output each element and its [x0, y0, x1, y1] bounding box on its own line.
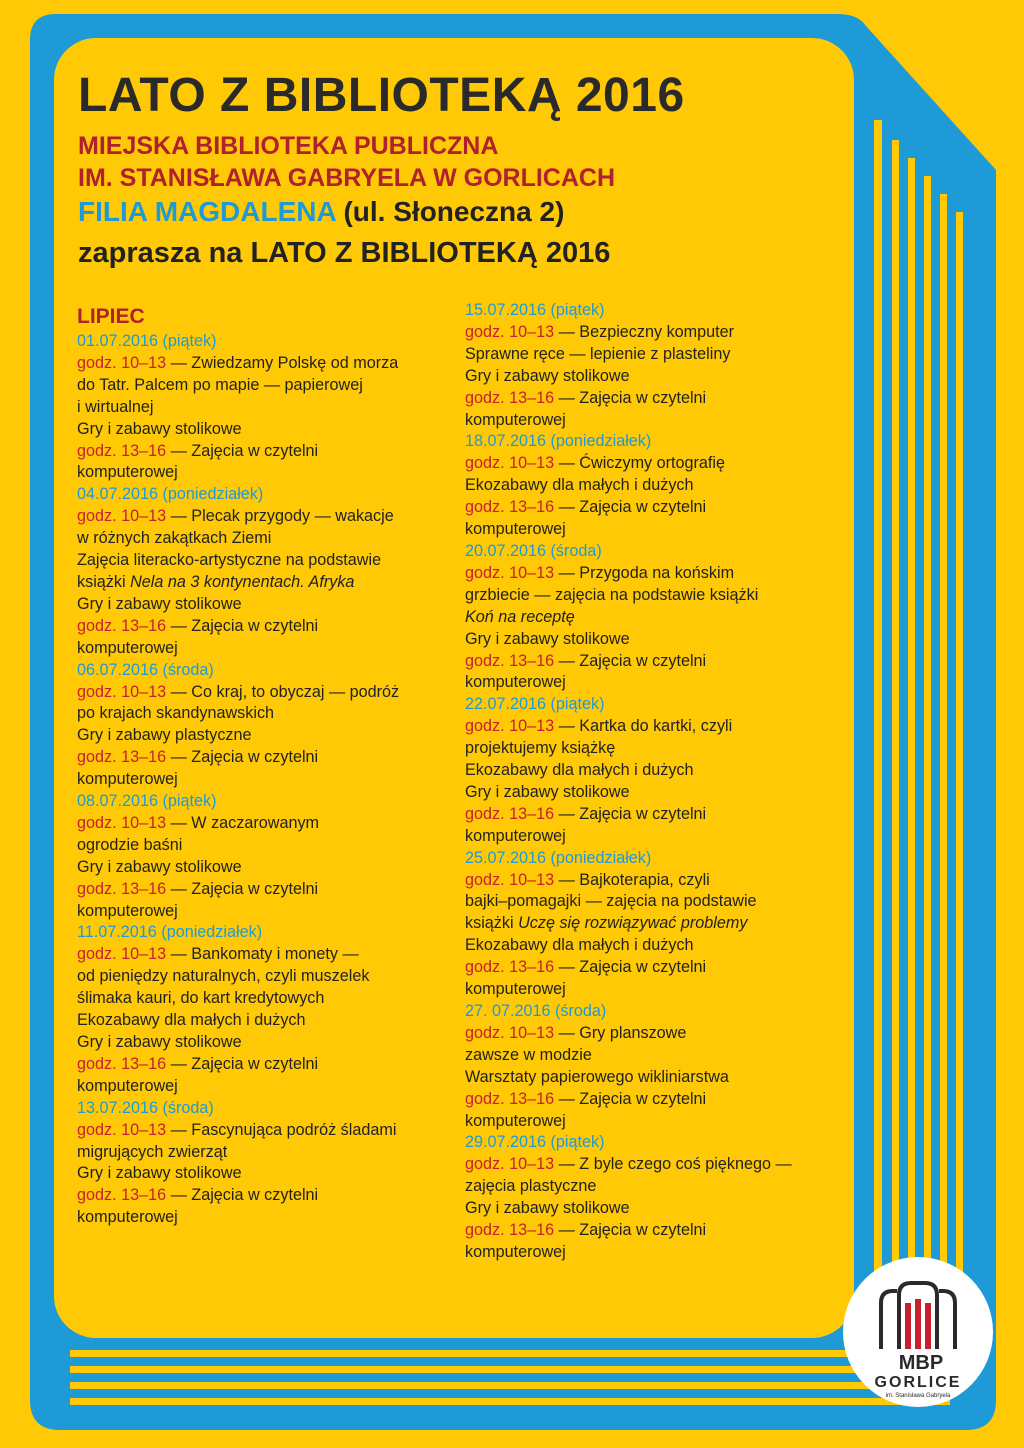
event-line: godz. 13–16 — Zajęcia w czytelni [77, 1186, 319, 1205]
event-date: 18.07.2016 (poniedziałek) [465, 432, 652, 451]
event-line: w różnych zakątkach Ziemi [77, 529, 272, 548]
event-time: godz. 13–16 [77, 748, 167, 767]
logo-city: GORLICE [874, 1374, 962, 1391]
event-line: godz. 10–13 — Kartka do kartki, czyli [465, 717, 733, 736]
event-line: godz. 13–16 — Zajęcia w czytelni [465, 1089, 707, 1108]
event-line: godz. 13–16 — Zajęcia w czytelni [77, 1054, 319, 1073]
mbp-gorlice-logo [843, 1257, 993, 1407]
event-line: Gry i zabawy stolikowe [465, 782, 630, 801]
event-date: 22.07.2016 (piątek) [465, 695, 605, 714]
event-line: Warsztaty papierowego wikliniarstwa [465, 1067, 729, 1086]
event-date: 08.07.2016 (piątek) [77, 792, 217, 811]
library-name: MIEJSKA BIBLIOTEKA PUBLICZNA [78, 132, 499, 160]
logo-patron: im. Stanisława Gabryela [885, 1393, 951, 1399]
event-line: od pieniędzy naturalnych, czyli muszelek [77, 967, 370, 986]
event-line: komputerowej [77, 770, 178, 789]
event-date: 01.07.2016 (piątek) [77, 332, 217, 350]
branch-line [78, 194, 838, 230]
event-line: Ekozabawy dla małych i dużych [77, 1011, 306, 1030]
event-line: ogrodzie baśni [77, 835, 183, 854]
event-line: godz. 13–16 — Zajęcia w czytelni [77, 616, 319, 635]
event-line: komputerowej [465, 520, 566, 539]
event-time: godz. 10–13 [77, 813, 167, 832]
invitation-line: zaprasza na LATO Z BIBLIOTEKĄ 2016 [78, 237, 611, 269]
event-line: godz. 10–13 — Ćwiczymy ortografię [465, 454, 726, 473]
event-line: komputerowej [465, 980, 566, 999]
poster-title: LATO Z BIBLIOTEKĄ 2016 [78, 69, 685, 122]
month-heading: LIPIEC [77, 305, 145, 328]
event-time: godz. 13–16 [465, 958, 555, 977]
event-line: godz. 13–16 — Zajęcia w czytelni [465, 498, 707, 517]
event-line: godz. 10–13 — W zaczarowanym [77, 813, 320, 832]
event-line: godz. 13–16 — Zajęcia w czytelni [465, 1221, 707, 1240]
event-line: godz. 13–16 — Zajęcia w czytelni [465, 958, 707, 977]
event-line: zajęcia plastyczne [465, 1177, 597, 1196]
event-line: godz. 10–13 — Co kraj, to obyczaj — podróż [77, 682, 400, 701]
event-line: po krajach skandynawskich [77, 704, 275, 723]
event-line: godz. 13–16 — Zajęcia w czytelni [465, 388, 707, 407]
event-time: godz. 13–16 [465, 1089, 555, 1108]
event-line: godz. 10–13 — Z byle czego coś pięknego — [465, 1155, 792, 1174]
event-line: Gry i zabawy stolikowe [77, 857, 242, 876]
event-line: komputerowej [465, 826, 566, 845]
event-line: Gry i zabawy stolikowe [77, 419, 242, 438]
event-line: godz. 10–13 — Fascynująca podróż śladami [77, 1120, 397, 1139]
event-line: komputerowej [77, 901, 178, 920]
event-line: Gry i zabawy stolikowe [77, 1164, 242, 1183]
poster-header [78, 70, 838, 272]
event-time: godz. 13–16 [465, 804, 555, 823]
library-building-icon [843, 1257, 993, 1407]
event-line: komputerowej [465, 1242, 566, 1261]
event-line: Gry i zabawy stolikowe [77, 594, 242, 613]
event-line: godz. 13–16 — Zajęcia w czytelni [77, 748, 319, 767]
event-date: 13.07.2016 (środa) [77, 1098, 214, 1117]
branch-address: (ul. Słoneczna 2) [335, 196, 565, 227]
event-time: godz. 13–16 [77, 616, 167, 635]
event-time: godz. 13–16 [465, 651, 555, 670]
book-title: Nela na 3 kontynentach. Afryka [130, 572, 355, 591]
event-time: godz. 10–13 [77, 945, 167, 964]
event-time: godz. 10–13 [77, 353, 167, 372]
event-line: Gry i zabawy stolikowe [77, 1033, 242, 1051]
event-time: godz. 10–13 [465, 322, 555, 341]
event-line: i wirtualnej [77, 397, 154, 416]
event-line: komputerowej [465, 410, 566, 429]
event-date: 27. 07.2016 (środa) [465, 1002, 607, 1020]
event-line: bajki–pomagajki — zajęcia na podstawie [465, 892, 757, 911]
event-line: godz. 13–16 — Zajęcia w czytelni [77, 879, 319, 898]
event-line: Zajęcia literacko-artystyczne na podstawie [77, 551, 382, 570]
event-time: godz. 10–13 [465, 1155, 555, 1174]
event-line: Ekozabawy dla małych i dużych [465, 936, 694, 955]
event-date: 11.07.2016 (poniedziałek) [77, 923, 263, 942]
book-title: Koń na receptę [465, 607, 575, 626]
event-time: godz. 10–13 [465, 563, 555, 582]
event-line: grzbiecie — zajęcia na podstawie książki [465, 585, 759, 604]
event-line: godz. 10–13 — Bajkoterapia, czyli [465, 870, 710, 889]
event-time: godz. 13–16 [77, 879, 167, 898]
event-line: komputerowej [77, 1076, 178, 1095]
event-line: godz. 10–13 — Przygoda na końskim [465, 563, 735, 582]
event-line: godz. 10–13 — Zwiedzamy Polskę od morza [77, 353, 399, 372]
book-title: Uczę się rozwiązywać problemy [518, 914, 748, 933]
event-date: 15.07.2016 (piątek) [465, 301, 605, 319]
event-line: Gry i zabawy stolikowe [465, 366, 630, 385]
event-time: godz. 10–13 [465, 1023, 555, 1042]
event-time: godz. 10–13 [465, 870, 555, 889]
event-line: godz. 10–13 — Bankomaty i monety — [77, 945, 359, 964]
event-line: migrujących zwierząt [77, 1142, 228, 1161]
event-line: komputerowej [77, 463, 178, 482]
event-line: Gry i zabawy stolikowe [465, 1199, 630, 1218]
event-line: godz. 10–13 — Bezpieczny komputer [465, 322, 735, 341]
event-date: 06.07.2016 (środa) [77, 660, 214, 679]
event-line: godz. 10–13 — Plecak przygody — wakacje [77, 507, 394, 526]
event-time: godz. 13–16 [77, 1054, 167, 1073]
schedule-left-column [77, 303, 457, 1229]
event-line: godz. 10–13 — Gry planszowe [465, 1023, 687, 1042]
event-line: książki Nela na 3 kontynentach. Afryka [77, 572, 355, 591]
event-time: godz. 10–13 [465, 454, 555, 473]
event-time: godz. 13–16 [77, 1186, 167, 1205]
event-line: godz. 13–16 — Zajęcia w czytelni [465, 651, 707, 670]
library-patron: IM. STANISŁAWA GABRYELA W GORLICACH [78, 164, 616, 192]
event-date: 20.07.2016 (środa) [465, 541, 602, 560]
event-date: 29.07.2016 (piątek) [465, 1133, 605, 1152]
event-time: godz. 10–13 [77, 1120, 167, 1139]
event-time: godz. 10–13 [77, 507, 167, 526]
event-time: godz. 10–13 [77, 682, 167, 701]
event-time: godz. 10–13 [465, 717, 555, 736]
event-line: ślimaka kauri, do kart kredytowych [77, 989, 325, 1008]
event-time: godz. 13–16 [465, 1221, 555, 1240]
logo-abbr: MBP [898, 1352, 944, 1374]
event-line: zawsze w modzie [465, 1045, 592, 1064]
schedule-right-column [465, 300, 845, 1264]
event-line: do Tatr. Palcem po mapie — papierowej [77, 375, 363, 394]
event-line: Ekozabawy dla małych i dużych [465, 476, 694, 495]
event-line: godz. 13–16 — Zajęcia w czytelni [465, 804, 707, 823]
event-line: książki Uczę się rozwiązywać problemy [465, 914, 748, 933]
event-line: godz. 13–16 — Zajęcia w czytelni [77, 441, 319, 460]
event-date: 04.07.2016 (poniedziałek) [77, 485, 264, 504]
event-time: godz. 13–16 [77, 441, 167, 460]
event-line: projektujemy książkę [465, 739, 616, 758]
event-line: Gry i zabawy plastyczne [77, 726, 252, 745]
event-time: godz. 13–16 [465, 498, 555, 517]
event-line: komputerowej [77, 638, 178, 657]
event-line: Gry i zabawy stolikowe [465, 629, 630, 648]
event-line: Sprawne ręce — lepienie z plasteliny [465, 344, 731, 363]
event-line: komputerowej [77, 1208, 178, 1227]
event-date: 25.07.2016 (poniedziałek) [465, 848, 652, 867]
event-line: komputerowej [465, 1111, 566, 1130]
event-time: godz. 13–16 [465, 388, 555, 407]
event-line: Ekozabawy dla małych i dużych [465, 761, 694, 780]
event-line: komputerowej [465, 673, 566, 692]
branch-name: FILIA MAGDALENA [78, 196, 336, 227]
